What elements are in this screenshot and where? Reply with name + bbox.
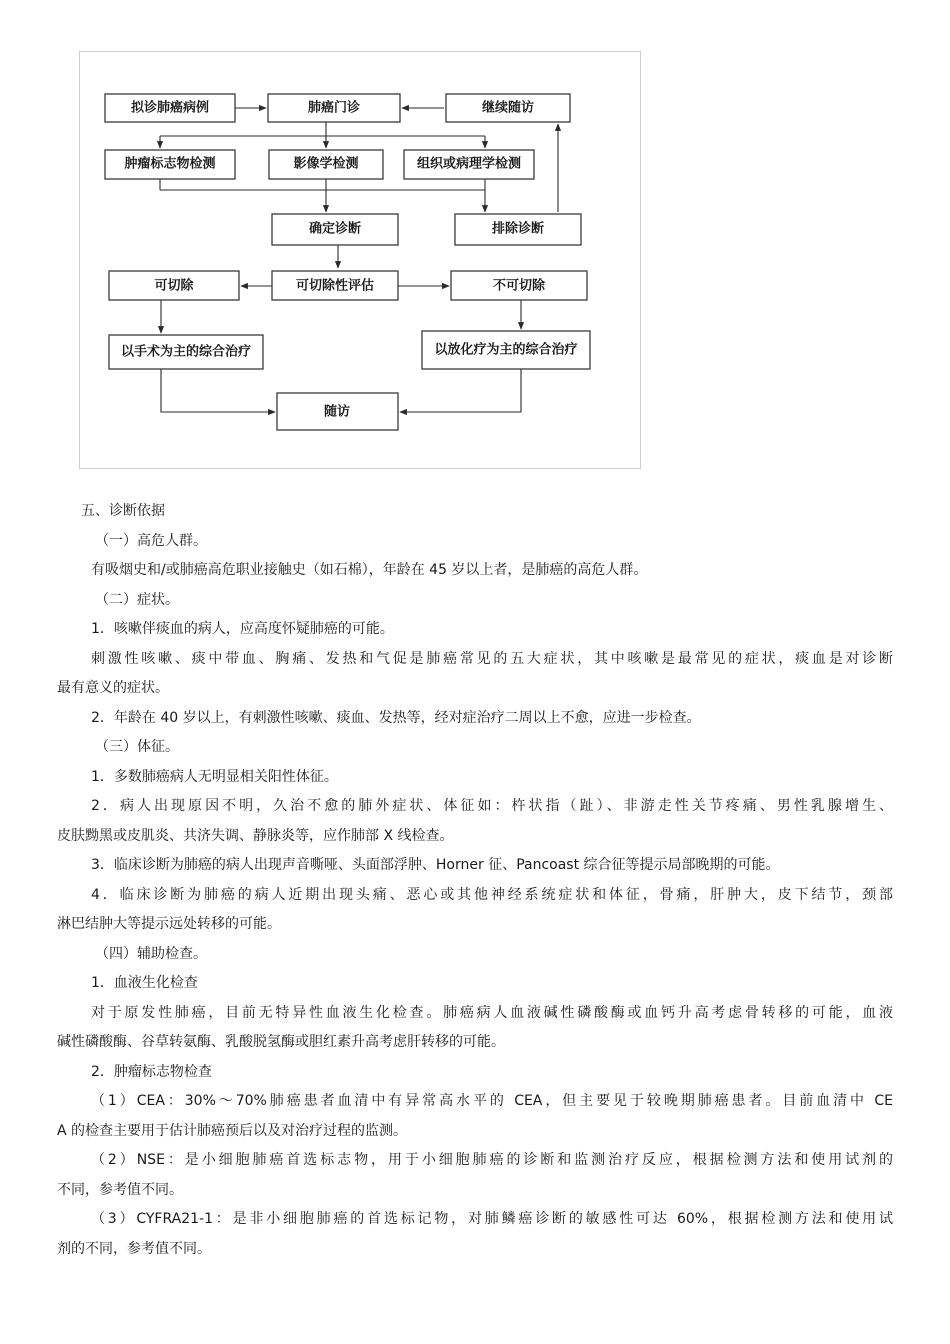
paragraph: 1．血液生化检查 (91, 975, 198, 991)
paragraph-line: 对于原发性肺癌，目前无特异性血液生化检查。肺癌病人血液碱性磷酸酶或血钙升高考虑骨转移的可能，血液 (91, 1004, 893, 1021)
node-pathology-test (404, 150, 534, 179)
node-excluded-diagnosis-label: 排除诊断 (491, 221, 545, 237)
paragraph-line: A 的检查主要用于估计肺癌预后以及对治疗过程的监测。 (57, 1122, 408, 1139)
node-lung-clinic (268, 94, 400, 122)
paragraph-line: 碱性磷酸酶、谷草转氨酶、乳酸脱氢酶或胆红素升高考虑肝转移的可能。 (57, 1034, 505, 1050)
node-tumor-marker-test (105, 150, 235, 179)
paragraph-line: 4．临床诊断为肺癌的病人近期出现头痛、恶心或其他神经系统症状和体征，骨痛，肝肿大，皮下结节，颈部 (91, 886, 893, 903)
node-imaging-test-label: 影像学检测 (293, 156, 359, 172)
subsection-title-signs: （三）体征。 (95, 739, 179, 755)
node-imaging-test (269, 150, 383, 179)
paragraph-line: （3）CYFRA21-1：是非小细胞肺癌的首选标记物，对肺鳞癌诊断的敏感性可达 60%，根据检测方法和使用试 (91, 1211, 893, 1227)
edge-chemo-to-followup (400, 369, 521, 412)
node-followup (277, 393, 398, 430)
node-unresectable (451, 271, 587, 300)
node-suspected-case-label: 拟诊肺癌病例 (130, 100, 210, 116)
node-resectability-assessment-label: 可切除性评估 (295, 278, 375, 294)
node-confirmed-diagnosis (272, 214, 398, 245)
node-tumor-marker-test-label: 肿瘤标志物检测 (124, 156, 216, 172)
paragraph: 1．咳嗽伴痰血的病人，应高度怀疑肺癌的可能。 (91, 621, 394, 637)
paragraph-line: 剂的不同，参考值不同。 (57, 1240, 211, 1257)
paragraph-line: （2）NSE：是小细胞肺癌首选标志物，用于小细胞肺癌的诊断和监测治疗反应，根据检测方法和使用试剂的 (91, 1152, 893, 1168)
paragraph-line: （1）CEA：30%～70%肺癌患者血清中有异常高水平的 CEA，但主要见于较晚期肺癌患者。目前血清中 CE (91, 1093, 893, 1109)
node-pathology-test-label: 组织或病理学检测 (416, 156, 522, 172)
node-unresectable-label: 不可切除 (492, 278, 546, 294)
subsection-title-symptoms: （二）症状。 (95, 591, 179, 608)
paragraph-line: 2．病人出现原因不明，久治不愈的肺外症状、体征如：杵状指（趾）、非游走性关节疼痛、男性乳腺增生、 (91, 798, 893, 814)
node-resectability-assessment (272, 271, 398, 300)
paragraph: 2．年龄在 40 岁以上，有刺激性咳嗽、痰血、发热等，经对症治疗二周以上不愈，应进一步检查。 (91, 709, 701, 726)
paragraph-line: 刺激性咳嗽、痰中带血、胸痛、发热和气促是肺癌常见的五大症状，其中咳嗽是最常见的症状，痰血是对诊断 (91, 650, 893, 667)
node-chemoradiation-treatment (422, 331, 590, 369)
node-chemoradiation-treatment-label: 以放化疗为主的综合治疗 (434, 342, 578, 358)
subsection-title-auxiliary-tests: （四）辅助检查。 (95, 945, 207, 962)
node-excluded-diagnosis (455, 214, 581, 245)
paragraph-line: 皮肤黝黑或皮肌炎、共济失调、静脉炎等，应作肺部 X 线检查。 (57, 827, 454, 844)
diagnosis-criteria-text (57, 497, 893, 1264)
node-surgery-treatment-label: 以手术为主的综合治疗 (120, 344, 252, 360)
edge-surgery-to-followup (161, 369, 275, 412)
paragraph-line: 最有意义的症状。 (57, 680, 169, 696)
node-lung-clinic-label: 肺癌门诊 (307, 100, 361, 116)
node-resectable (109, 271, 239, 300)
paragraph: 有吸烟史和/或肺癌高危职业接触史（如石棉），年龄在 45 岁以上者，是肺癌的高危人群。 (91, 562, 648, 578)
subsection-title-high-risk: （一）高危人群。 (95, 532, 207, 549)
node-continue-followup (446, 94, 570, 122)
paragraph: 2．肿瘤标志物检查 (91, 1063, 212, 1080)
flowchart-canvas (80, 52, 640, 468)
node-suspected-case (105, 94, 235, 122)
paragraph: 1．多数肺癌病人无明显相关阳性体征。 (91, 768, 338, 785)
node-surgery-treatment (109, 335, 263, 369)
section-title: 五、诊断依据 (81, 503, 165, 519)
node-confirmed-diagnosis-label: 确定诊断 (308, 221, 362, 237)
node-continue-followup-label: 继续随访 (481, 100, 535, 116)
diagnosis-flowchart (79, 51, 641, 469)
node-followup-label: 随访 (323, 404, 351, 420)
node-resectable-label: 可切除 (154, 278, 194, 294)
paragraph-line: 不同，参考值不同。 (57, 1181, 183, 1198)
paragraph: 3．临床诊断为肺癌的病人出现声音嘶哑、头面部浮肿、Horner 征、Pancoast 综合征等提示局部晚期的可能。 (91, 857, 780, 873)
paragraph-line: 淋巴结肿大等提示远处转移的可能。 (57, 916, 281, 932)
